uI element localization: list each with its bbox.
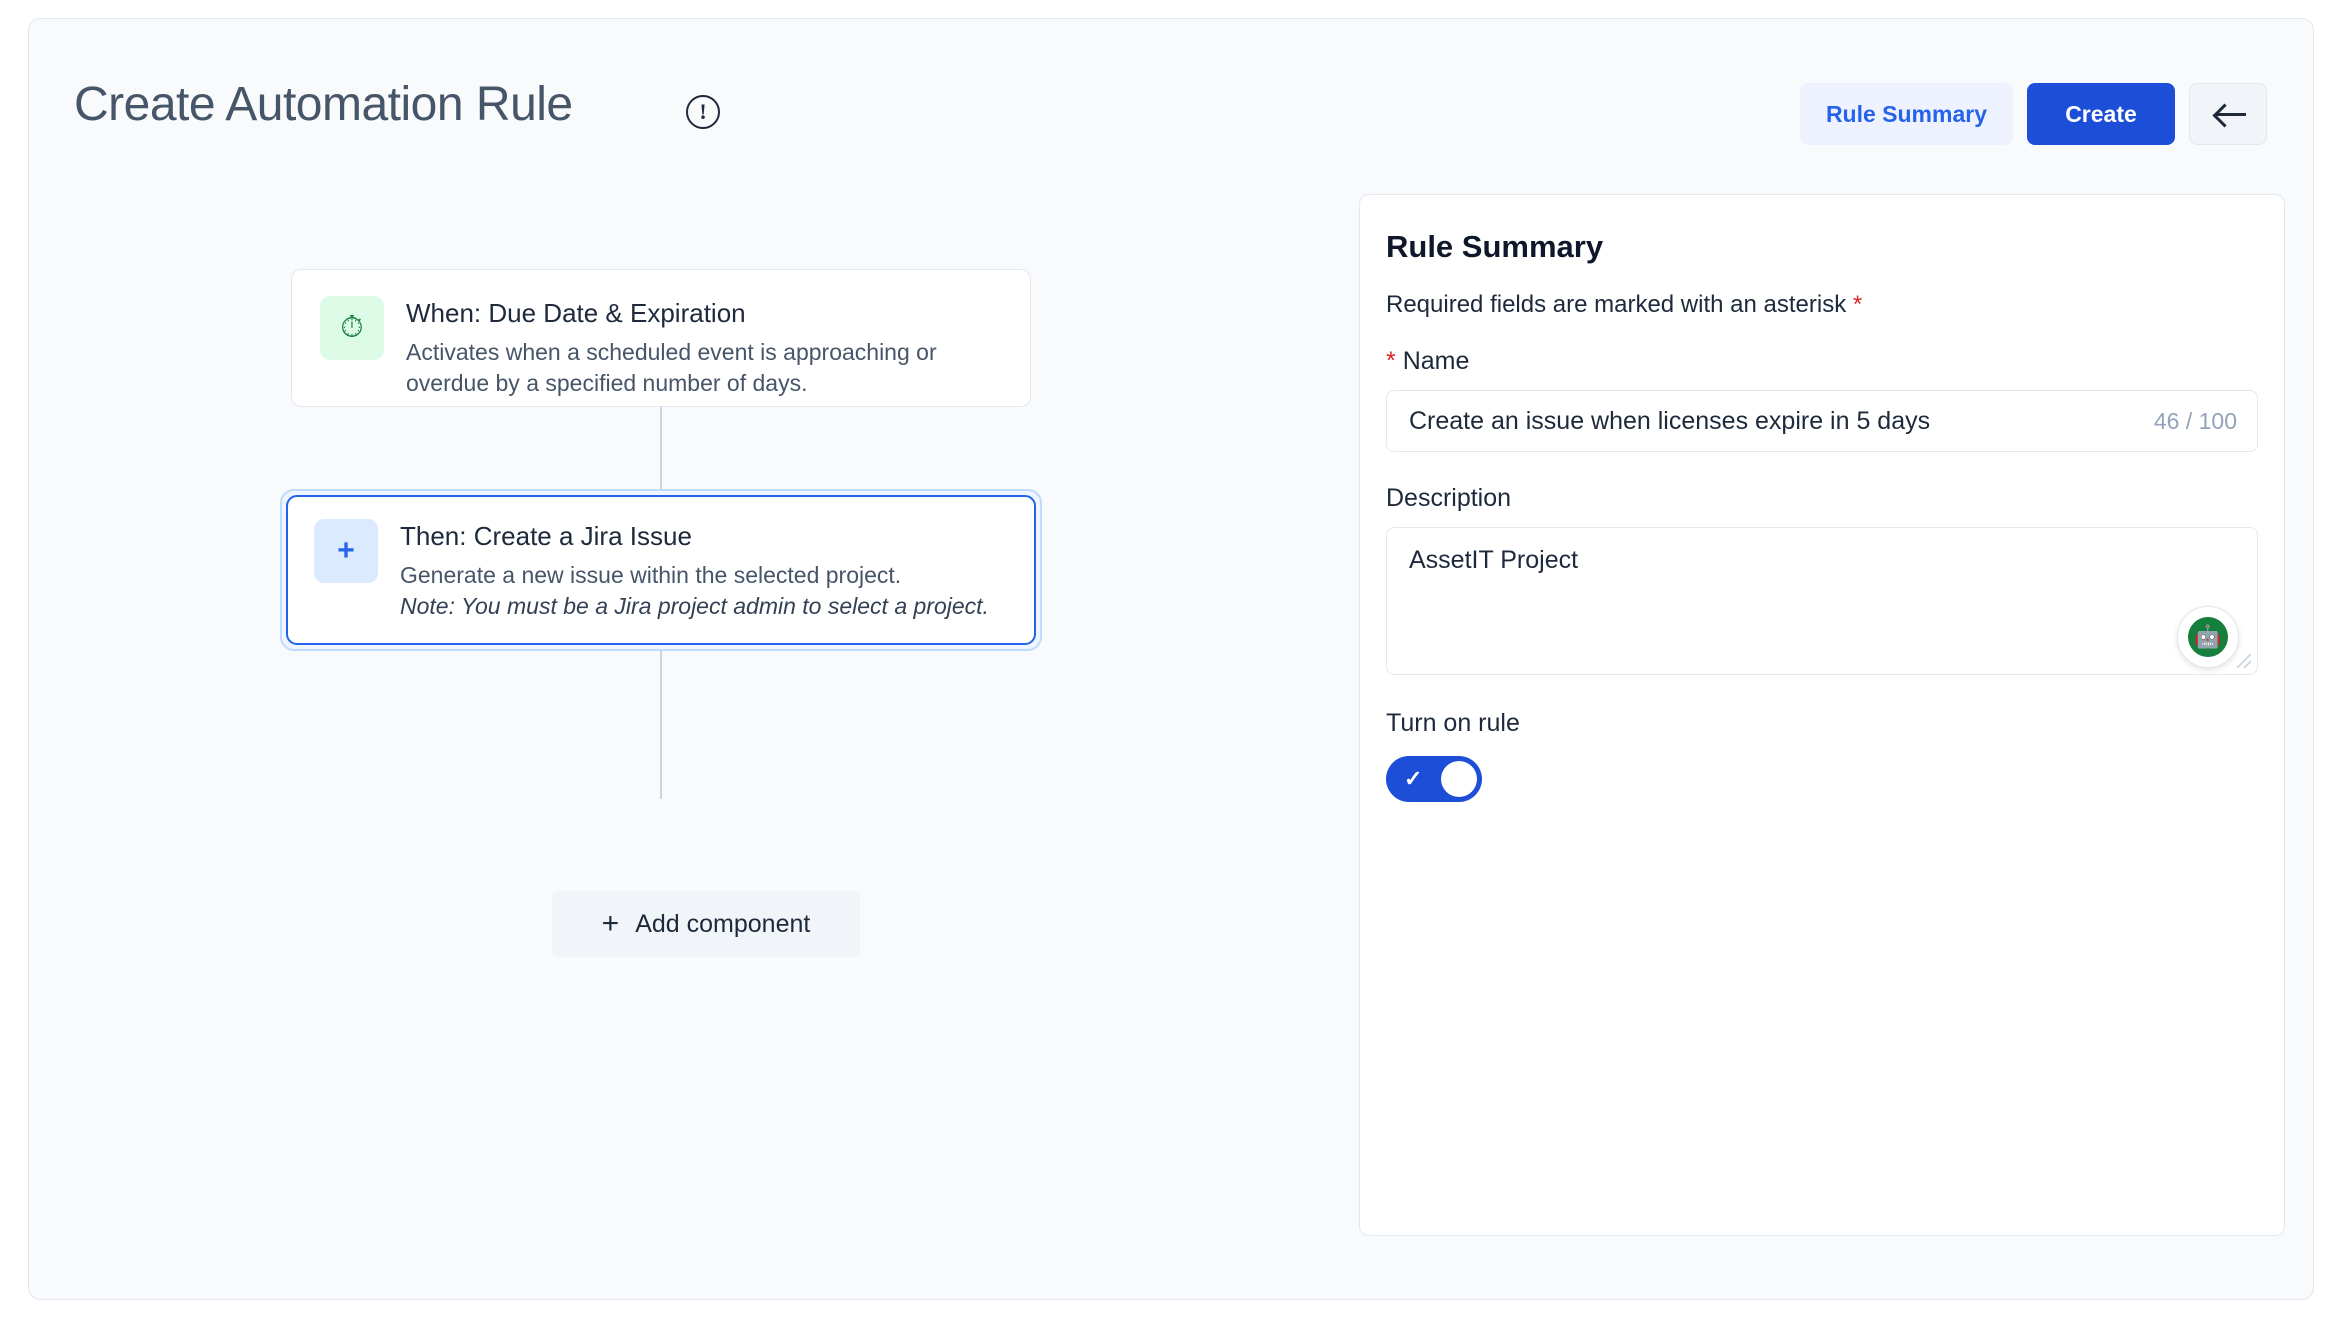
robot-assistant-icon[interactable] [2177,606,2239,668]
page-header [29,19,2313,159]
rule-node-title: When: Due Date & Expiration [406,298,746,328]
connector-line [660,407,662,497]
connector-line [660,651,662,799]
plus-square-icon: + [314,519,378,583]
description-input-wrap [1386,527,2258,675]
page-title: Create Automation Rule [74,78,573,131]
arrow-left-icon [2216,103,2240,125]
turn-on-rule-label: Turn on rule [1386,709,1520,737]
name-field-label [1386,347,2258,376]
rule-node-description: Generate a new issue within the selected project. [400,562,902,588]
timer-icon: ⏱ [320,296,384,360]
add-component-button[interactable] [552,891,860,957]
info-icon[interactable]: ! [686,95,720,129]
robot-glyph: 🤖 [2188,617,2228,657]
rule-canvas [29,159,1299,1299]
rule-summary-button[interactable]: Rule Summary [1800,83,2013,145]
name-input-wrap [1386,390,2258,452]
rule-summary-panel [1359,194,2285,1236]
rule-node-text [406,296,1002,399]
rule-node-title: Then: Create a Jira Issue [400,521,692,551]
rule-node-note: Note: You must be a Jira project admin to select a project. [400,593,989,620]
description-input[interactable] [1387,528,2257,674]
turn-on-rule-toggle[interactable] [1386,756,1482,802]
check-icon: ✓ [1404,766,1423,791]
plus-icon: + [601,907,620,940]
required-fields-text: Required fields are marked with an asterisk [1386,291,1847,318]
rule-node-description: Activates when a scheduled event is approaching or overdue by a specified number of days. [406,339,937,397]
toggle-knob [1441,761,1477,797]
back-button[interactable] [2189,83,2267,145]
add-component-label: Add component [635,909,811,938]
header-actions [1800,83,2267,145]
required-fields-note [1386,291,2258,319]
name-input[interactable] [1387,391,2257,451]
resize-handle[interactable] [2237,654,2251,668]
name-char-count: 46 / 100 [2153,408,2237,434]
description-field-label: Description [1386,484,1512,512]
automation-rule-page [28,18,2314,1300]
create-button[interactable]: Create [2027,83,2175,145]
rule-node-then-selection [280,489,1042,651]
rule-node-text [400,519,989,620]
rule-node-when[interactable] [291,269,1031,407]
required-asterisk: * [1852,291,1863,318]
name-label-text: Name [1402,347,1470,375]
required-asterisk: * [1386,347,1396,375]
rule-node-then[interactable] [286,495,1036,645]
panel-title: Rule Summary [1386,229,1604,264]
